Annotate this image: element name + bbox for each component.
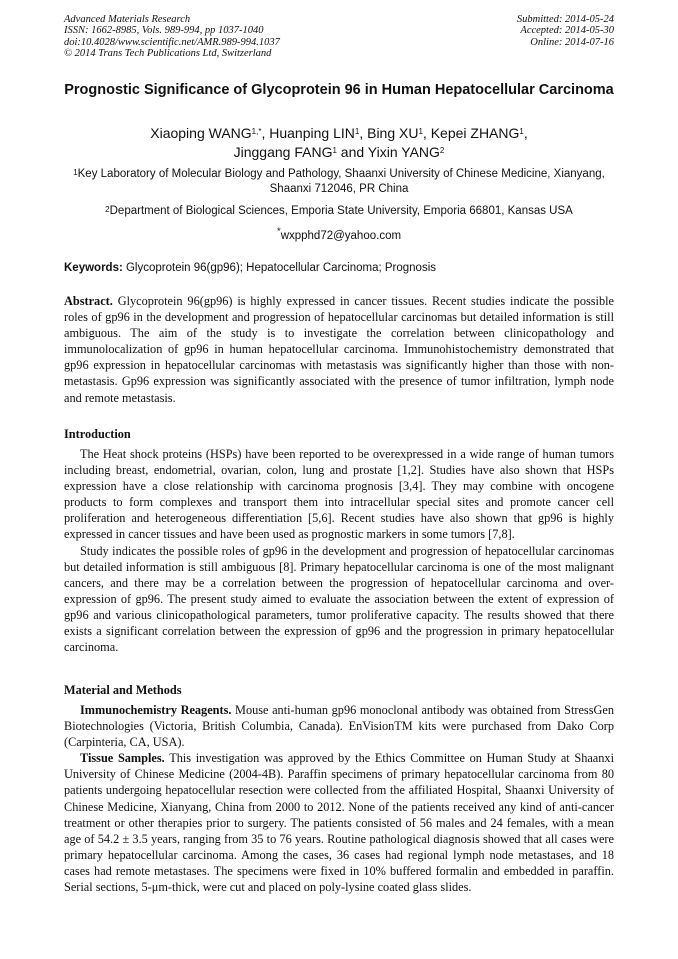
author-name: and Yixin YANG: [336, 144, 440, 160]
run-in-heading: Tissue Samples.: [80, 751, 165, 766]
run-in-heading: Immunochemistry Reagents.: [80, 703, 232, 717]
author-superscript: 1: [332, 146, 337, 155]
abstract-text: Glycoprotein 96(gp96) is highly expressed in cancer tissues. Recent studies indicate the possible roles of gp96 in the development and progression of hepatocellular carcinomas but detailed information is still ambiguous. The aim of the study is to investigate the correlation between clinicopathology and immunolocalization of gp96 in human hepatocellular carcinoma. Immunohistochemistry demonstrated that gp96 expression in hepatocellular carcinomas with metastasis was significantly higher than those with non-metastasis. Gp96 expression was significantly associated with the presence of tumor infiltration, lymph node and remote metastasis.: [64, 294, 614, 405]
paragraph: Mouse anti-human gp96 monoclonal antibody was obtained from StressGen Biotechnologies (Victoria, British Columbia, Canada). EnVisionTM kits were purchased from Dako Corp (Carpinteria, CA, USA).: [64, 703, 614, 750]
affiliation-text: Department of Biological Sciences, Emporia State University, Emporia 66801, Kansas USA: [109, 205, 573, 217]
submitted-date: Submitted: 2014-05-24: [516, 14, 614, 25]
keywords-label: Keywords:: [64, 262, 123, 274]
journal-header-left: [64, 14, 280, 60]
journal-name: Advanced Materials Research: [64, 14, 191, 25]
author-name: , Kepei ZHANG: [422, 125, 520, 141]
email-superscript: *: [276, 226, 281, 237]
keywords-text: Glycoprotein 96(gp96); Hepatocellular Carcinoma; Prognosis: [122, 262, 437, 274]
author-superscript: 1,*: [251, 127, 262, 136]
author-name: Jinggang FANG: [233, 144, 333, 160]
accepted-date: Accepted: 2014-05-30: [520, 25, 614, 37]
author-list: [64, 124, 614, 162]
doi-line: doi:10.4028/www.scientific.net/AMR.989-994.1037: [64, 36, 280, 48]
author-superscript: 1: [418, 127, 423, 136]
paper-title: Prognostic Significance of Glycoprotein 96 in Human Hepatocellular Carcinoma: [64, 82, 614, 98]
author-separator: ,: [523, 125, 528, 141]
affiliation-superscript: 2: [105, 205, 110, 214]
online-date: Online: 2014-07-16: [530, 36, 614, 48]
journal-header-right: [517, 14, 614, 48]
affiliation-superscript: 1: [73, 168, 78, 177]
paragraph: This investigation was approved by the Ethics Committee on Human Study at Shaanxi University of Chinese Medicine (2004-4B). Paraffin specimens of primary hepatocellular carcinoma from 80 patients undergoing hepatocellular resection were collected from the affiliated Hospital, Shaanxi University of Chinese Medicine, Xianyang, China from 2000 to 2012. None of the patients received any kind of anti-cancer treatment or other therapies prior to surgery. The patients consisted of 56 males and 24 females, with a mean age of 54.2 ± 3.5 years, ranging from 35 to 76 years. Routine pathological diagnosis showed that all cases were primary hepatocellular carcinoma. Among the cases, 36 cases had regional lymph node metastases, and 18 cases had remote metastases. The specimens were fixed in 10% buffered formalin and embedded in paraffin. Serial sections, 5-μm-thick, were cut and placed on poly-lysine coated glass slides.: [64, 751, 614, 895]
paragraph: Study indicates the possible roles of gp96 in the development and progression of hepatocellular carcinomas but detailed information is still ambiguous [8]. Primary hepatocellular carcinoma is one of the most malignant cancers, and there may be a correlation between the progression of hepatocellular carcinoma and over-expression of gp96. The present study aimed to evaluate the association between the extent of expression of gp96 and various clinicopathological parameters, tumor proliferative capacity. The results showed that there exists a significant correlation between the expression of gp96 and the progression in primary hepatocellular carcinoma.: [64, 543, 614, 655]
keywords: [64, 261, 614, 276]
author-name: , Bing XU: [359, 125, 419, 141]
author-name: Xiaoping WANG: [150, 125, 252, 141]
section-heading-introduction: Introduction: [64, 427, 131, 441]
methods-body: [64, 702, 614, 895]
corresponding-email: [64, 224, 614, 244]
affiliation-text: Key Laboratory of Molecular Biology and Pathology, Shaanxi University of Chinese Medicine, Xianyang, Shaanxi 712046, PR China: [77, 168, 605, 195]
abstract-label: Abstract.: [64, 294, 113, 308]
introduction-body: [64, 446, 614, 655]
copyright-line: © 2014 Trans Tech Publications Ltd, Switzerland: [64, 48, 272, 60]
author-name: , Huanping LIN: [261, 125, 355, 141]
affiliation-2: [64, 204, 614, 219]
author-superscript: 2: [439, 146, 445, 155]
abstract: [64, 293, 614, 406]
issn-line: ISSN: 1662-8985, Vols. 989-994, pp 1037-1040: [64, 25, 264, 37]
affiliation-1: [64, 167, 614, 197]
paragraph: The Heat shock proteins (HSPs) have been reported to be overexpressed in a wide range of human tumors including breast, endometrial, ovarian, colon, lung and prostate [1,2]. Studies have also shown that HSPs expression have a close relationship with carcinoma prognosis [3,4]. They may combine with oncogene products to form complexes and transport them into intracellular special sites and promote cancer cell proliferation and heterogeneous differentiation [5,6]. Recent studies have also shown that gp96 is highly expressed in cancer tissues and have been used as prognostic markers in some tumors [7,8].: [64, 447, 614, 542]
author-superscript: 1: [519, 127, 524, 136]
email-text: wxpphd72@yahoo.com: [280, 229, 402, 242]
author-superscript: 1: [354, 127, 360, 136]
section-heading-methods: Material and Methods: [64, 683, 182, 697]
